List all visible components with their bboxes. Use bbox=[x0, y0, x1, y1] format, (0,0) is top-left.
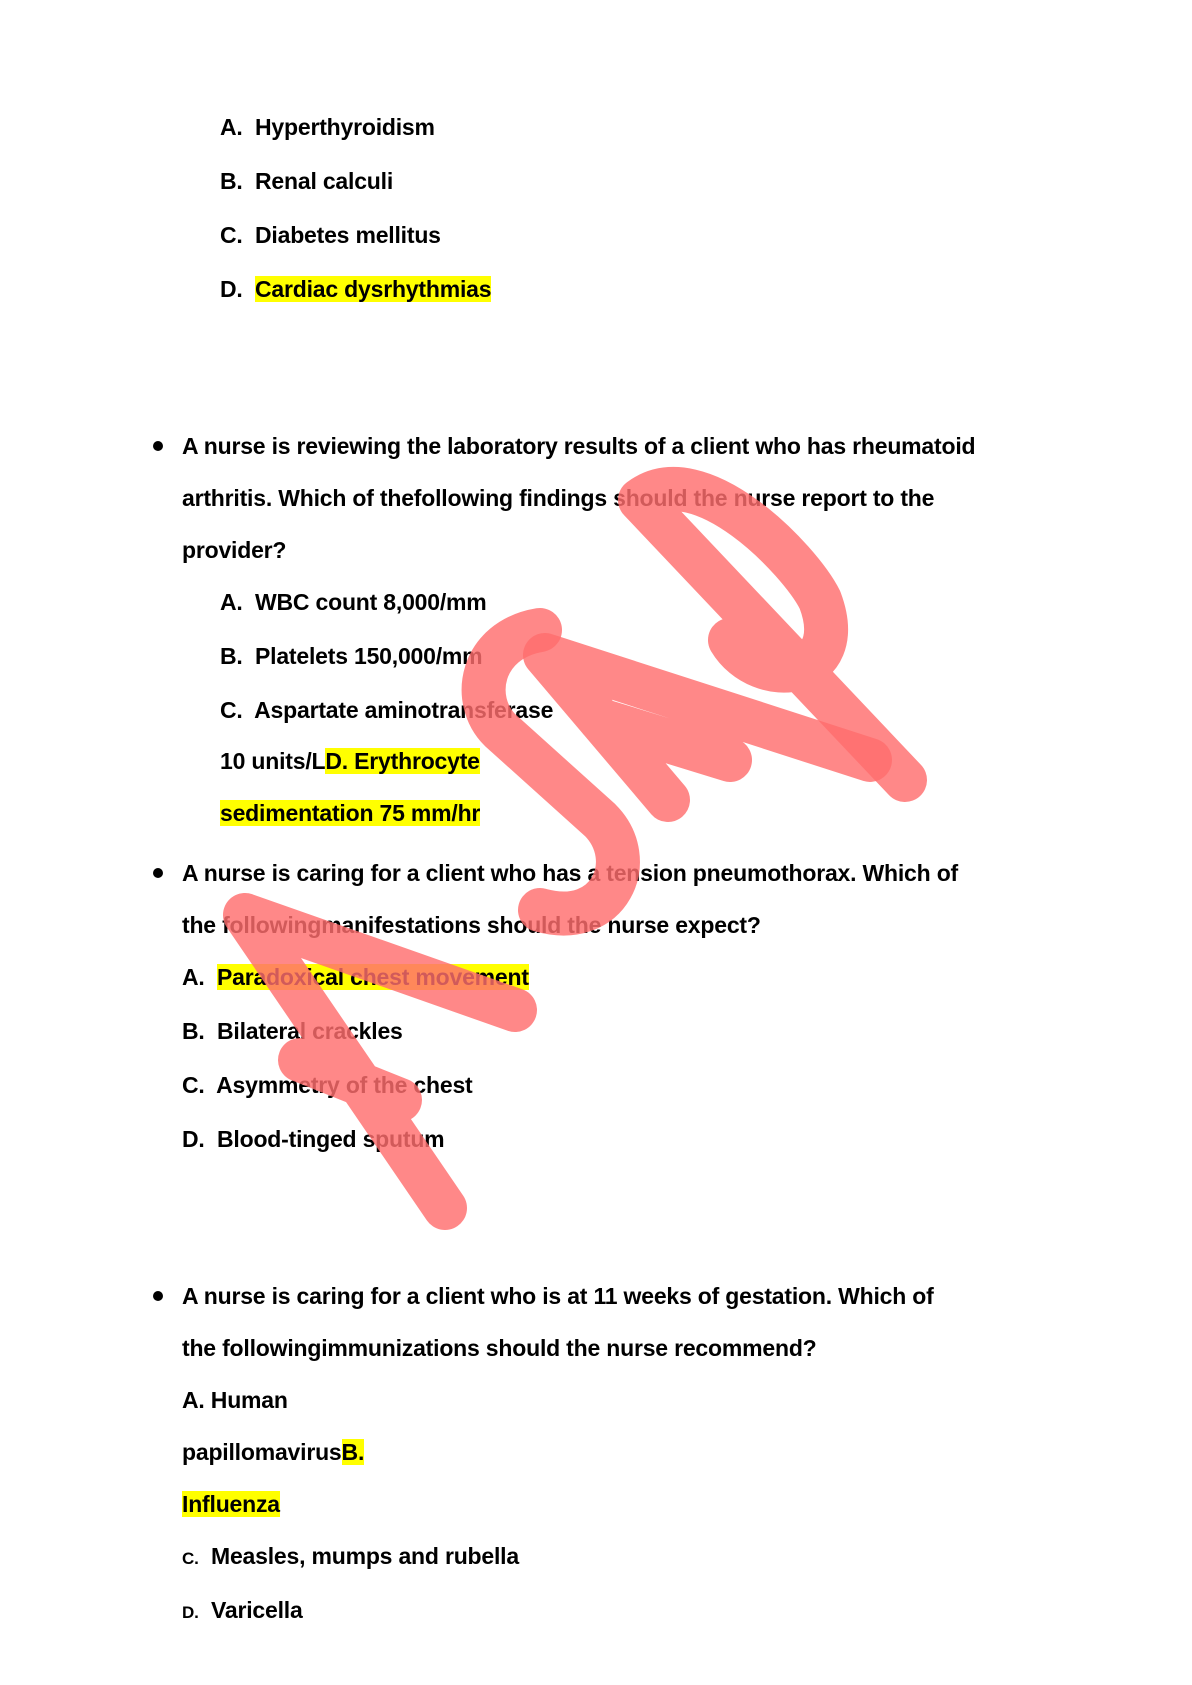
option-b bbox=[220, 641, 482, 671]
option-letter: B. bbox=[220, 168, 243, 194]
option-letter: B. bbox=[182, 1018, 205, 1044]
bullet-icon bbox=[153, 441, 163, 451]
option-text: WBC count 8,000/mm bbox=[255, 589, 487, 615]
option-letter: D. bbox=[182, 1603, 199, 1622]
option-text: Renal calculi bbox=[255, 168, 394, 194]
option-b-letter-highlighted: B. bbox=[341, 1439, 365, 1465]
option-c bbox=[182, 1070, 473, 1100]
option-c bbox=[182, 1541, 519, 1574]
question-2-line-2: the followingmanifestations should the nurse expect? bbox=[182, 912, 761, 938]
option-c bbox=[220, 220, 441, 250]
option-a bbox=[220, 112, 435, 142]
option-text: Hyperthyroidism bbox=[255, 114, 435, 140]
option-letter: C. bbox=[220, 697, 243, 723]
option-text-highlighted: Cardiac dysrhythmias bbox=[255, 276, 492, 302]
option-b bbox=[182, 1016, 403, 1046]
option-text: Measles, mumps and rubella bbox=[211, 1543, 519, 1569]
question-1-line-2: arthritis. Which of thefollowing findings should the nurse report to the bbox=[182, 485, 935, 511]
option-text: Varicella bbox=[211, 1597, 303, 1623]
option-b-line-2 bbox=[182, 1489, 280, 1519]
option-b-text-highlighted: Influenza bbox=[182, 1491, 280, 1517]
option-letter: A. bbox=[220, 589, 243, 615]
option-letter: C. bbox=[182, 1072, 205, 1098]
option-c-value: 10 units/L bbox=[220, 748, 326, 774]
option-letter: A. bbox=[220, 114, 243, 140]
watermark-letter-p bbox=[640, 489, 905, 780]
bullet-icon bbox=[153, 868, 163, 878]
option-letter: C. bbox=[220, 222, 243, 248]
option-letter: D. bbox=[182, 1126, 205, 1152]
option-a-line-2 bbox=[182, 1437, 364, 1467]
option-c bbox=[220, 695, 553, 725]
option-d-start-highlighted: D. Erythrocyte bbox=[325, 748, 480, 774]
question-1-line-3: provider? bbox=[182, 537, 287, 563]
option-letter: B. bbox=[220, 643, 243, 669]
option-b bbox=[220, 166, 393, 196]
option-text: Bilateral crackles bbox=[217, 1018, 403, 1044]
question-3-line-1: A nurse is caring for a client who is at 11 weeks of gestation. Which of bbox=[182, 1283, 934, 1309]
option-text: Aspartate aminotransferase bbox=[254, 697, 554, 723]
watermark-letter-a2 bbox=[545, 655, 870, 800]
option-letter: C. bbox=[182, 1549, 199, 1568]
option-c-continued bbox=[220, 746, 480, 776]
question-1-line-1: A nurse is reviewing the laboratory results of a client who has rheumatoid bbox=[182, 433, 976, 459]
option-d-text-highlighted: sedimentation 75 mm/hr bbox=[220, 800, 481, 826]
option-text: Asymmetry of the chest bbox=[216, 1072, 473, 1098]
option-text: Platelets 150,000/mm bbox=[255, 643, 483, 669]
option-a-line-1: A. Human bbox=[182, 1387, 288, 1413]
question-3-line-2: the followingimmunizations should the nurse recommend? bbox=[182, 1335, 817, 1361]
bullet-icon bbox=[153, 1291, 163, 1301]
option-text-highlighted: Paradoxical chest movement bbox=[217, 964, 529, 990]
watermark-letter-a1 bbox=[245, 915, 515, 1208]
option-d bbox=[182, 1124, 444, 1154]
option-text: Diabetes mellitus bbox=[255, 222, 441, 248]
option-letter: D. bbox=[220, 276, 243, 302]
option-d bbox=[182, 1595, 303, 1628]
option-a-text: papillomavirus bbox=[182, 1439, 342, 1465]
option-a bbox=[220, 587, 487, 617]
option-letter: A. bbox=[182, 964, 205, 990]
option-d-continued bbox=[220, 798, 480, 828]
option-text: Blood-tinged sputum bbox=[217, 1126, 445, 1152]
option-d bbox=[220, 274, 491, 304]
option-a bbox=[182, 962, 529, 992]
question-2-line-1: A nurse is caring for a client who has a tension pneumothorax. Which of bbox=[182, 860, 958, 886]
